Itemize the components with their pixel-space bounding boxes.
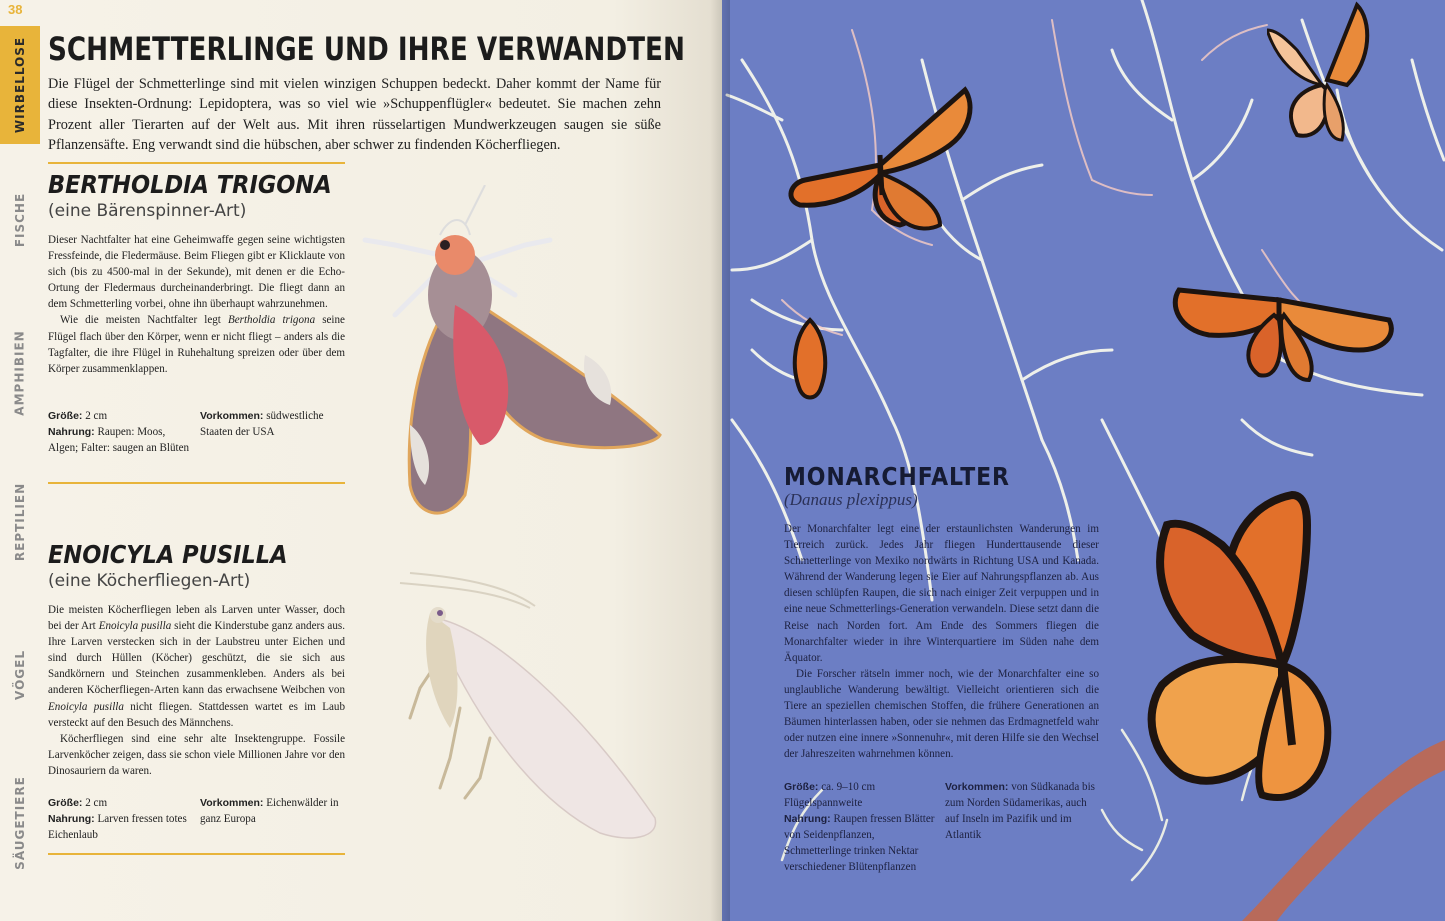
- description-paragraph: Die Forscher rätseln immer noch, wie der Monarchfalter eine so unglaubliche Wanderung bewältigt. Vielleicht orientieren sich die Tiere an speziellen chemischen Stoffen, die frühere Generationen an Bäumen hinterlassen haben, oder sie nehmen das Erdmagnetfeld wahr oder nutzen eine innere »Sonnenuhr«, mit deren Hilfe sie den Wechsel der Jahreszeiten wahrnehmen können.: [784, 667, 1099, 761]
- species-facts: Größe: 2 cm Nahrung: Larven fressen totes Eichenlaub: [48, 797, 187, 842]
- monarch-description: [784, 521, 1099, 762]
- tab-voegel[interactable]: VÖGEL: [13, 650, 28, 700]
- species-name: ENOICYLA PUSILLA: [48, 540, 288, 569]
- species-subtitle: (eine Köcherfliegen-Art): [48, 571, 251, 591]
- tab-saeugetiere[interactable]: SÄUGETIERE: [13, 776, 28, 870]
- monarch-butterfly-3: [1169, 275, 1399, 385]
- book-gutter: [710, 0, 730, 921]
- page-title: SCHMETTERLINGE UND IHRE VERWANDTEN: [48, 30, 685, 68]
- monarch-subtitle: (Danaus plexippus): [784, 490, 918, 509]
- section-divider: [48, 162, 345, 164]
- monarch-butterfly-2: [1267, 0, 1377, 150]
- description-paragraph: Wie die meisten Nachtfalter legt Bertholdia trigona seine Flügel flach über den Körper, wenn er nicht fliegt – anders als die Tagfalter, die ihre Flügel in Ruhehaltung spreizen oder über dem Körper zusammenklappen.: [48, 314, 345, 375]
- moth-illustration: [355, 185, 685, 525]
- description-paragraph: Der Monarchfalter legt eine der erstaunlichsten Wanderungen im Tierreich zurück. Jedes Jahr fliegen Hunderttausende dieser Schmetterlinge von Mexiko nordwärts in Richtung USA und Kanada. Während der Wanderung legen sie Eier auf Nahrungspflanzen ab. Aus diesen schlüpfen Raupen, die sich nach einiger Zeit verpuppen und in eine neue Schmetterlings-Generation verwandeln. Diese setzt dann die Reise nach Norden fort. Am Ende des Sommers fliegen die Monarchfalter wieder in ihre Winterquartiere im Süden nahe dem Äquator.: [784, 523, 1099, 664]
- tab-amphibien[interactable]: AMPHIBIEN: [13, 330, 28, 416]
- species-range: Vorkommen: Eichenwälder in ganz Europa: [200, 797, 339, 826]
- tab-wirbellose[interactable]: WIRBELLOSE: [0, 26, 40, 144]
- intro-text: Die Flügel der Schmetterlinge sind mit vielen winzigen Schuppen bedeckt. Daher kommt der Name für diese Insekten-Ordnung: Lepidoptera, was so viel wie »Schuppenflügler« bedeutet. Sie machen zehn Prozent aller Tierarten auf der Welt aus. Mit ihren rüsselartigen Mundwerkzeugen saugen sie süße Pflanzensäfte. Eng verwandt sind die hübschen, aber schwer zu findenden Köcherfliegen.: [48, 76, 661, 154]
- monarch-butterfly-1: [780, 85, 980, 235]
- chrysalis: [785, 315, 835, 405]
- species-range: Vorkommen: südwestliche Staaten der USA: [200, 410, 324, 439]
- species-subtitle: (eine Bärenspinner-Art): [48, 201, 247, 221]
- species-name: BERTHOLDIA TRIGONA: [48, 170, 332, 199]
- section-divider: [48, 482, 345, 484]
- species-description: [48, 232, 345, 377]
- species-description: [48, 602, 345, 779]
- monarch-facts: Größe: ca. 9–10 cm Flügelspannweite Nahrung: Raupen fressen Blätter von Seidenpflanzen, Schmetterlinge trinken Nektar verschiedener Blütenpflanzen: [784, 781, 935, 874]
- monarch-range: Vorkommen: von Südkanada bis zum Norden Südamerikas, auch auf Inseln im Pazifik und im Atlantik: [945, 781, 1095, 842]
- page-number: 38: [8, 2, 23, 17]
- caddisfly-illustration: [380, 568, 670, 868]
- species-facts: Größe: 2 cm Nahrung: Raupen: Moos, Algen; Falter: saugen an Blüten: [48, 410, 190, 455]
- monarch-title: MONARCHFALTER: [784, 462, 1010, 491]
- description-paragraph: Die meisten Köcherfliegen leben als Larven unter Wasser, doch bei der Art Enoicyla pusilla sieht die Kinderstube ganz anders aus. Ihre Larven verstecken sich in der Laubstreu unter Eichen und sind durch Hüllen (Köcher) geschützt, die sie sich aus Sandkörnern und Steinchen zusammenkleben. Anders als bei anderen Köcherfliegen-Arten kann das erwachsene Weibchen von Enoicyla pusilla nicht fliegen. Stattdessen wartet es im Laub versteckt auf den Besuch des Männchens.: [48, 604, 345, 729]
- monarch-butterfly-large: [1122, 485, 1382, 815]
- tab-reptilien[interactable]: REPTILIEN: [13, 482, 28, 562]
- description-paragraph: Dieser Nachtfalter hat eine Geheimwaffe gegen seine wichtigsten Fressfeinde, die Fledermäuse. Beim Fliegen gibt er Klicklaute von sich (bis zu 4500-mal in der Sekunde), mit denen er die Echo-Ortung der Fledermaus durcheinanderbringt. Die fliegt dann an dem Schmetterling vorbei, ohne ihn überhaupt wahrzunehmen.: [48, 234, 345, 311]
- tab-fische[interactable]: FISCHE: [13, 192, 28, 248]
- description-paragraph: Köcherfliegen sind eine sehr alte Insektengruppe. Fossile Larvenköcher zeigen, dass sie schon viele Millionen Jahre vor den Dinosauriern da waren.: [48, 732, 345, 777]
- chapter-tabs: [0, 0, 40, 921]
- section-divider: [48, 853, 345, 855]
